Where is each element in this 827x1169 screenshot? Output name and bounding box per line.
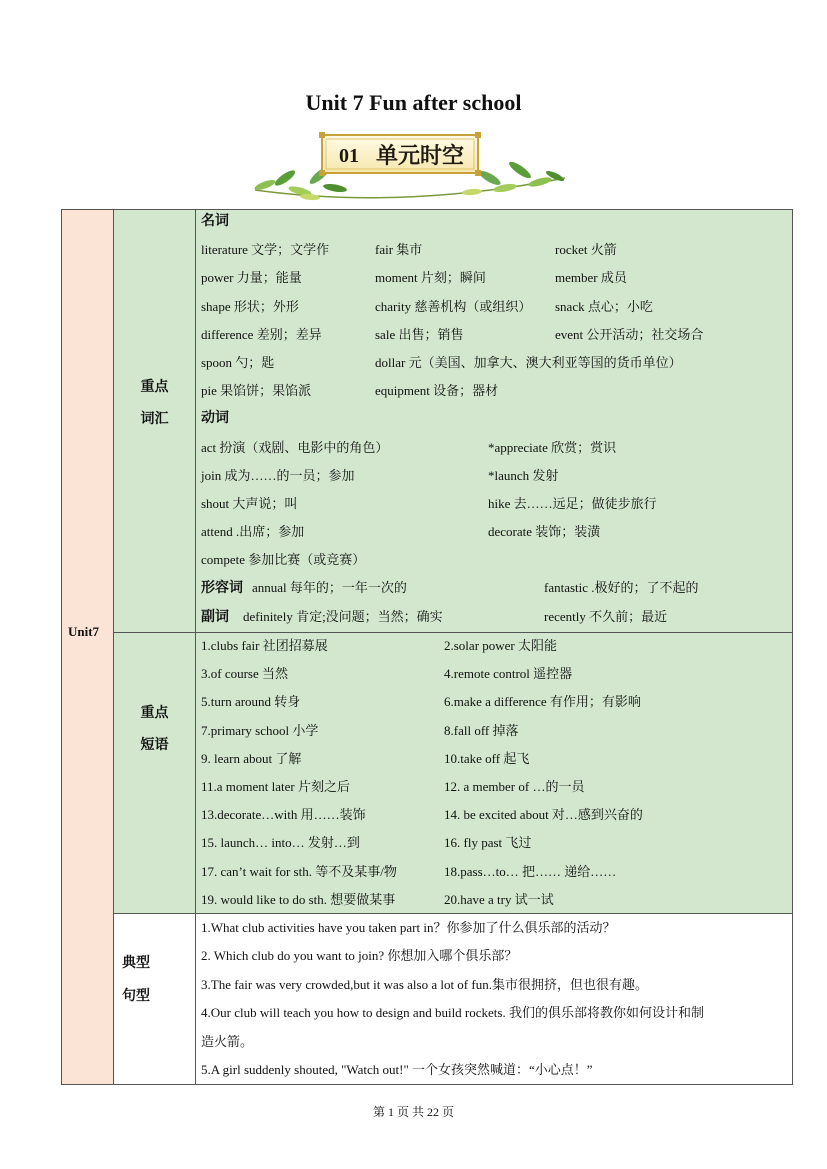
- vocab-entry: literature 文学；文学作: [201, 242, 330, 258]
- page-footer: 第 1 页 共 22 页: [372, 1105, 454, 1119]
- banner-number: 01: [339, 145, 359, 167]
- phrase-entry: 11.a moment later 片刻之后: [201, 778, 350, 794]
- vocab-line: [196, 434, 792, 462]
- phrase-line: [196, 801, 792, 829]
- verb-heading: 动词: [201, 411, 229, 427]
- vocab-entry: snack 点心；小吃: [555, 298, 653, 314]
- sentence-entry: 造火箭。: [201, 1033, 254, 1049]
- vocab-line: [196, 293, 792, 321]
- sentence-line: [196, 999, 792, 1027]
- adverb-entry-group: [201, 603, 443, 632]
- phrase-entry: 4.remote control 遥控器: [444, 666, 573, 682]
- vocab-entry: shape 形状；外形: [201, 298, 299, 314]
- phrase-line: [196, 717, 792, 745]
- phrase-entry: 18.pass…to… 把…… 递给……: [444, 863, 617, 879]
- phrases-content-cell: [195, 632, 793, 914]
- vocab-entry: power 力量；能量: [201, 270, 302, 286]
- vocab-line: [196, 490, 792, 518]
- vocabulary-content-cell: [195, 209, 793, 633]
- vocab-line: [196, 546, 792, 574]
- vocab-entry: annual 每年的；一年一次的: [252, 580, 407, 596]
- vocab-entry: rocket 火箭: [555, 242, 617, 258]
- unit-cell: [61, 209, 114, 1085]
- vocabulary-label-line: 词汇: [140, 412, 169, 427]
- vocab-entry: shout 大声说；叫: [201, 495, 298, 511]
- sentence-line: [196, 1056, 792, 1084]
- sentence-line: [196, 971, 792, 999]
- vocab-entry: equipment 设备；器材: [375, 383, 499, 399]
- phrases-label-line: 重点: [140, 706, 169, 721]
- sentence-entry: 2. Which club do you want to join? 你想加入哪个俱乐部？: [201, 948, 518, 964]
- vocab-entry: *appreciate 欣赏；赏识: [488, 439, 617, 455]
- vocab-line: [196, 349, 792, 377]
- adverb-line: [196, 603, 792, 631]
- noun-heading-line: [196, 209, 792, 236]
- phrase-entry: 19. would like to do sth. 想要做某事: [201, 891, 396, 907]
- vocab-entry: event 公开活动；社交场合: [555, 326, 704, 342]
- banner-text: 单元时空: [376, 143, 465, 168]
- sentence-entry: 4.Our club will teach you how to design and build rockets. 我们的俱乐部将教你如何设计和制: [201, 1005, 704, 1021]
- verb-heading-line: [196, 405, 792, 433]
- phrase-entry: 13.decorate…with 用……装饰: [201, 807, 366, 823]
- sentences-content-cell: [195, 913, 793, 1085]
- vocab-entry: compete 参加比赛（或竞赛）: [201, 552, 366, 568]
- phrase-entry: 10.take off 起飞: [444, 750, 530, 766]
- sentence-entry: 1.What club activities have you taken part in？你参加了什么俱乐部的活动？: [201, 920, 616, 935]
- phrase-line: [196, 829, 792, 857]
- phrase-entry: 15. launch… into… 发射…到: [201, 835, 360, 851]
- vocab-entry: attend .出席；参加: [201, 524, 305, 540]
- phrase-entry: 1.clubs fair 社团招募展: [201, 638, 328, 653]
- phrase-entry: 3.of course 当然: [201, 666, 289, 682]
- vocab-entry: recently 不久前；最近: [544, 608, 668, 624]
- page-title: Unit 7 Fun after school: [305, 90, 522, 115]
- phrase-line: [196, 858, 792, 886]
- vocab-entry: act 扮演（戏剧、电影中的角色）: [201, 439, 389, 455]
- unit-label: Unit7: [68, 624, 100, 639]
- sentence-line-continuation: [196, 1028, 792, 1056]
- vocab-entry: dollar 元（美国、加拿大、澳大利亚等国的货币单位）: [375, 354, 682, 370]
- vocab-entry: sale 出售；销售: [375, 326, 464, 342]
- phrase-line: [196, 745, 792, 773]
- vocab-entry: fantastic .极好的；了不起的: [544, 580, 699, 596]
- sentences-label: [114, 947, 195, 1013]
- phrase-line: [196, 773, 792, 801]
- vocab-line: [196, 264, 792, 292]
- noun-heading: 名词: [201, 214, 229, 229]
- phrase-line: [196, 688, 792, 716]
- sentence-line: [196, 914, 792, 942]
- vocab-line: [196, 236, 792, 264]
- sentences-label-line: 典型: [122, 956, 150, 971]
- vocab-entry: fair 集市: [375, 242, 423, 258]
- phrase-line: [196, 886, 792, 914]
- phrase-entry: 17. can’t wait for sth. 等不及某事/物: [201, 863, 397, 879]
- sentences-lines: [196, 914, 792, 1084]
- phrase-entry: 2.solar power 太阳能: [444, 638, 558, 653]
- vocab-line: [196, 321, 792, 349]
- phrase-line: [196, 632, 792, 660]
- vocabulary-label-cell: [113, 209, 196, 633]
- vocab-entry: decorate 装饰；装潢: [488, 524, 601, 540]
- phrase-entry: 8.fall off 掉落: [444, 722, 519, 738]
- vocab-entry: join 成为……的一员；参加: [201, 467, 355, 483]
- vocab-entry: spoon 勺；匙: [201, 354, 275, 370]
- sentence-line: [196, 942, 792, 970]
- phrase-entry: 5.turn around 转身: [201, 694, 301, 710]
- vocab-line: [196, 377, 792, 405]
- vocab-entry: *launch 发射: [488, 467, 559, 483]
- vocab-entry: difference 差别；差异: [201, 326, 322, 342]
- vocab-entry: charity 慈善机构（或组织）: [375, 298, 532, 314]
- vocab-entry: moment 片刻；瞬间: [375, 270, 486, 286]
- vocab-entry: hike 去……远足；做徒步旅行: [488, 495, 657, 511]
- phrase-entry: 16. fly past 飞过: [444, 835, 532, 851]
- vocab-entry: member 成员: [555, 270, 627, 286]
- sentences-label-cell: [113, 913, 196, 1085]
- sentence-entry: 3.The fair was very crowded,but it was also a lot of fun.集市很拥挤，但也很有趣。: [201, 976, 648, 992]
- vocab-entry: pie 果馅饼；果馅派: [201, 383, 312, 399]
- phrases-label-cell: [113, 632, 196, 914]
- phrase-entry: 12. a member of …的一员: [444, 778, 585, 794]
- vocabulary-label: [114, 372, 195, 436]
- phrase-entry: 9. learn about 了解: [201, 750, 302, 766]
- vocabulary-label-line: 重点: [140, 380, 169, 395]
- sentence-entry: 5.A girl suddenly shouted, "Watch out!" 一个女孩突然喊道：“小心点！”: [201, 1061, 593, 1077]
- phrase-entry: 7.primary school 小学: [201, 722, 319, 738]
- adjective-entry-group: [201, 574, 407, 603]
- phrase-entry: 20.have a try 试一试: [444, 891, 554, 907]
- phrases-label-line: 短语: [140, 738, 169, 753]
- vocab-line: [196, 462, 792, 490]
- section-banner: [250, 128, 570, 204]
- sentences-label-line: 句型: [122, 989, 150, 1004]
- adjective-line: [196, 574, 792, 602]
- phrase-entry: 14. be excited about 对…感到兴奋的: [444, 807, 643, 823]
- vocabulary-lines: [196, 209, 792, 631]
- phrases-label: [114, 698, 195, 762]
- phrase-entry: 6.make a difference 有作用；有影响: [444, 694, 641, 710]
- vocab-line: [196, 518, 792, 546]
- phrases-lines: [196, 632, 792, 914]
- phrase-line: [196, 660, 792, 688]
- adverb-heading: 副词: [201, 609, 229, 625]
- adjective-heading: 形容词: [201, 581, 243, 597]
- vocab-entry: definitely 肯定;没问题；当然；确实: [243, 608, 443, 624]
